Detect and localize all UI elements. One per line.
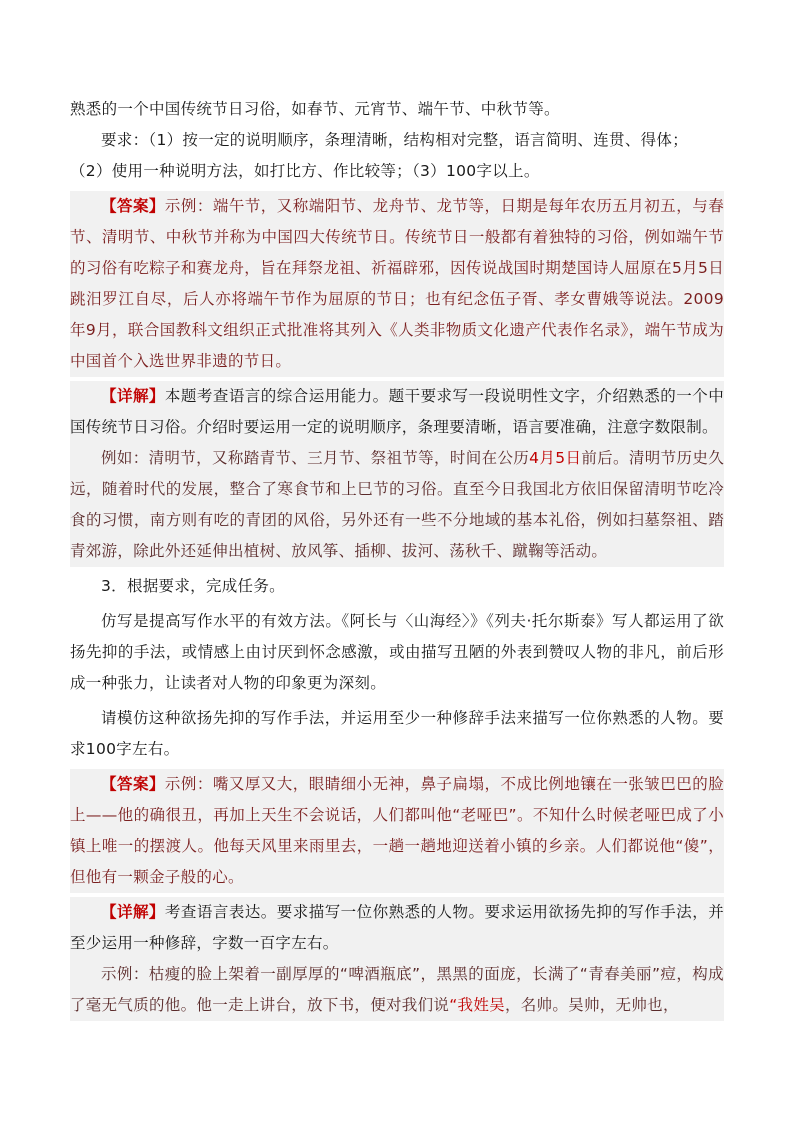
question-3-title: 3．根据要求，完成任务。 — [101, 577, 285, 595]
intro-line: 熟悉的一个中国传统节日习俗，如春节、元宵节、端午节、中秋节等。 — [70, 100, 560, 118]
answer-text: 示例：嘴又厚又大，眼睛细小无神，鼻子扁塌，不成比例地镶在一张皱巴巴的脸上——他的确很丑，再加上天生不会说话，人们都叫他“老哑巴”。不知什么时候老哑巴成了小镇上唯一的摆渡人。他每天风里来雨里去，一趟一趟地迎送着小镇的乡亲。人们都说他“傻”，但他有一颗金子般的心。 — [70, 775, 724, 886]
detail-text: 本题考查语言的综合运用能力。题干要求写一段说明性文字，介绍熟悉的一个中国传统节日习俗。介绍时要运用一定的说明顺序，条理要清晰，语言要准确，注意字数限制。 — [70, 387, 724, 436]
example-paragraph-1 — [70, 443, 724, 567]
answer-paragraph-2 — [70, 769, 724, 893]
example-quote: “我姓吴 — [449, 996, 505, 1014]
answer-paragraph-1 — [70, 191, 724, 377]
answer-block-1 — [70, 191, 724, 377]
answer-text: 示例：端午节，又称端阳节、龙舟节、龙节等，日期是每年农历五月初五，与春节、清明节、中秋节并称为中国四大传统节日。传统节日一般都有着独特的习俗，例如端午节的习俗有吃粽子和赛龙舟，旨在拜祭龙祖、祈福辟邪，因传说战国时期楚国诗人屈原在5月5日跳汨罗江自尽，后人亦将端午节作为屈原的节日；也有纪念伍子胥、孝女曹娥等说法。2009年9月，联合国教科文组织正式批准将其列入《人类非物质文化遗产代表作名录》，端午节成为中国首个入选世界非遗的节日。 — [70, 197, 724, 370]
answer-tag: 【答案】 — [101, 775, 165, 793]
answer-tag: 【答案】 — [101, 197, 165, 215]
detail-paragraph-2 — [70, 897, 724, 959]
detail-text: 考查语言表达。要求描写一位你熟悉的人物。要求运用欲扬先抑的写作手法，并至少运用一种修辞，字数一百字左右。 — [70, 903, 724, 952]
detail-block-2 — [70, 897, 724, 1021]
requirements-line-1: 要求：（1）按一定的说明顺序，条理清晰，结构相对完整，语言简明、连贯、得体； — [101, 131, 689, 149]
detail-tag: 【详解】 — [101, 903, 165, 921]
document-page — [70, 94, 724, 1025]
example-paragraph-2 — [70, 959, 724, 1021]
detail-paragraph-1 — [70, 381, 724, 443]
detail-block-1 — [70, 381, 724, 567]
question-3-paragraph-2: 请模仿这种欲扬先抑的写作手法，并运用至少一种修辞手法来描写一位你熟悉的人物。要求100字左右。 — [70, 709, 724, 758]
answer-block-2 — [70, 769, 724, 893]
example-text-b: 前后。清明节历史久远，随着时代的发展，整合了寒食节和上巳节的习俗。直至今日我国北方依旧保留清明节吃冷食的习惯，南方则有吃的青团的风俗，另外还有一些不分地域的基本礼俗，例如扫墓祭祖、踏青郊游，除此外还延伸出植树、放风筝、插柳、拔河、荡秋千、蹴鞠等活动。 — [70, 449, 724, 560]
example-text-a: 示例：枯瘦的脸上架着一副厚厚的“啤酒瓶底”，黑黑的面庞，长满了“青春美丽”痘，构成了毫无气质的他。他一走上讲台，放下书，便对我们说 — [70, 965, 724, 1014]
requirements-line-2: （2）使用一种说明方法，如打比方、作比较等；（3）100字以上。 — [70, 162, 540, 180]
example-date: 4月5日 — [529, 449, 582, 467]
example-text-a: 例如：清明节，又称踏青节、三月节、祭祖节等，时间在公历 — [101, 449, 530, 467]
question-3-paragraph-1: 仿写是提高写作水平的有效方法。《阿长与〈山海经〉》《列夫·托尔斯泰》写人都运用了欲扬先抑的手法，或情感上由讨厌到怀念感激，或由描写丑陋的外表到赞叹人物的非凡，前后形成一种张力，让读者对人物的印象更为深刻。 — [70, 612, 724, 692]
detail-tag: 【详解】 — [101, 387, 165, 405]
example-text-b: ，名帅。吴帅，无帅也， — [504, 996, 679, 1014]
